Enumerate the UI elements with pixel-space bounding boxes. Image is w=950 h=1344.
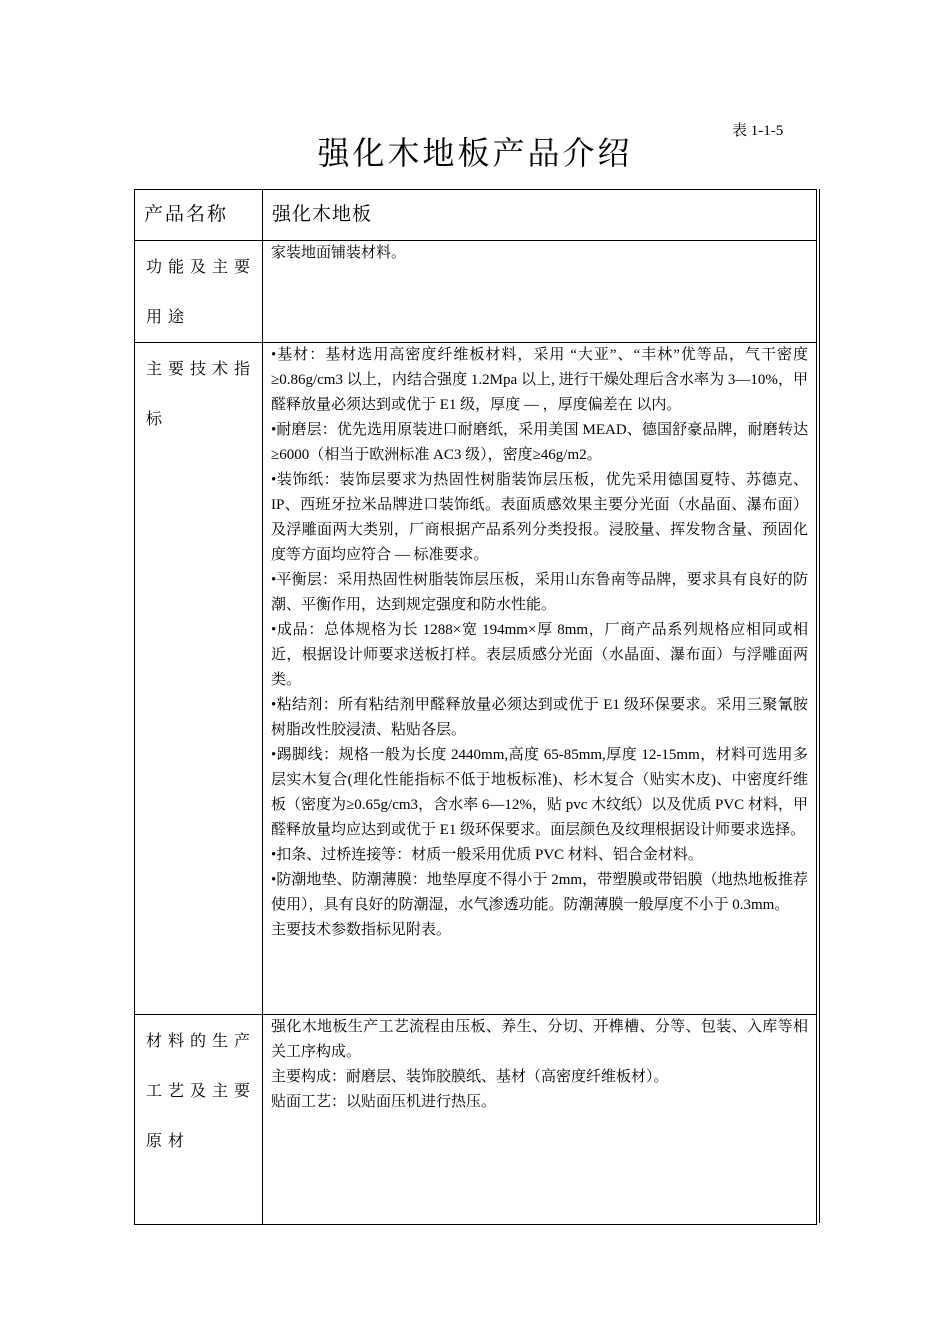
row-function (135, 241, 817, 343)
process-paragraph-flow: 强化木地板生产工艺流程由压板、养生、分切、开榫槽、分等、包装、入库等相关工序构成。 (271, 1019, 808, 1060)
label-cell (135, 1015, 263, 1225)
row-product-name (135, 190, 817, 241)
spec-paragraph-wear-layer: •耐磨层：优先选用原装进口耐磨纸，采用美国 MEAD、德国舒豪品牌，耐磨转达≥6000（相当于欧洲标准 AC3 级），密度≥46g/m2。 (271, 422, 808, 463)
table-number: 表 1-1-5 (732, 123, 784, 139)
product-spec-table (134, 189, 817, 1225)
spec-paragraph-base: •基材：基材选用高密度纤维板材料，采用 “大亚”、“丰林”优等品，气干密度≥0.86g/cm3 以上，内结合强度 1.2Mpa 以上, 进行干燥处理后含水率为 3—10%，甲醛释放量必须达到或优于 E1 级，厚度 — ，厚度偏差在 以内。 (271, 347, 808, 413)
value-cell (263, 241, 817, 343)
spec-paragraph-skirting: •踢脚线：规格一般为长度 2440mm,高度 65-85mm,厚度 12-15mm，材料可选用多层实木复合(理化性能指标不低于地板标准)、杉木复合（贴实木皮)、中密度纤维板（密度为≥0.65g/cm3，含水率 6—12%，贴 pvc 木纹纸）以及优质 PVC 材料，甲醛释放量均应达到或优于 E1 级环保要求。面层颜色及纹理根据设计师要求选择。 (271, 747, 808, 838)
process-content (263, 1015, 816, 1115)
spec-paragraph-moisture-barrier: •防潮地垫、防潮薄膜：地垫厚度不得小于 2mm，带塑膜或带铝膜（地热地板推荐使用），具有良好的防潮湿，水气渗透功能。防潮薄膜一般厚度不小于 0.3mm。 (271, 872, 808, 913)
label-cell (135, 190, 263, 241)
tech-specs-label: 主要技术指 标 (146, 359, 257, 428)
spec-paragraph-finished-product: •成品：总体规格为长 1288×宽 194mm×厚 8mm，厂商产品系列规格应相同或相近，根据设计师要求送板打样。表层质感分光面（水晶面、瀑布面）与浮雕面两类。 (271, 622, 808, 688)
row-tech-specs (135, 343, 817, 1015)
value-cell (263, 1015, 817, 1225)
function-content (263, 241, 816, 266)
spec-paragraph-decor-paper: •装饰纸：装饰层要求为热固性树脂装饰层压板，优先采用德国夏特、苏德克、IP、西班牙拉米品牌进口装饰纸。表面质感效果主要分光面（水晶面、瀑布面）及浮雕面两大类别，厂商根据产品系列分类投报。浸胶量、挥发物含量、预固化度等方面均应符合 — 标准要求。 (271, 472, 808, 563)
label-cell (135, 343, 263, 1015)
label-cell (135, 241, 263, 343)
table-double-border (819, 189, 820, 1223)
value-cell (263, 190, 817, 241)
process-paragraph-lamination: 贴面工艺：以贴面压机进行热压。 (271, 1094, 497, 1110)
row-production-process (135, 1015, 817, 1225)
function-label: 功能及主要 用途 (146, 257, 257, 326)
spec-paragraph-appendix-note: 主要技术参数指标见附表。 (271, 922, 452, 938)
product-name-value: 强化木地板 (272, 203, 373, 225)
spec-paragraph-balance-layer: •平衡层：采用热固性树脂装饰层压板，采用山东鲁南等品牌，要求具有良好的防潮、平衡作用，达到规定强度和防水性能。 (271, 572, 808, 613)
value-cell (263, 343, 817, 1015)
product-name-label: 产品名称 (144, 203, 229, 225)
process-paragraph-composition: 主要构成：耐磨层、装饰胶膜纸、基材（高密度纤维板材）。 (271, 1069, 669, 1085)
spec-paragraph-trim-strips: •扣条、过桥连接等：材质一般采用优质 PVC 材料、铝合金材料。 (271, 847, 703, 863)
process-label: 材料的生产 工艺及主要 原材 (146, 1031, 257, 1150)
function-paragraph: 家装地面铺装材料。 (271, 245, 407, 261)
tech-specs-content (263, 343, 816, 943)
document-title: 强化木地板产品介绍 (317, 134, 633, 172)
spec-paragraph-adhesive: •粘结剂：所有粘结剂甲醛释放量必须达到或优于 E1 级环保要求。采用三聚氰胺树脂改性胶浸渍、粘贴各层。 (271, 697, 808, 738)
